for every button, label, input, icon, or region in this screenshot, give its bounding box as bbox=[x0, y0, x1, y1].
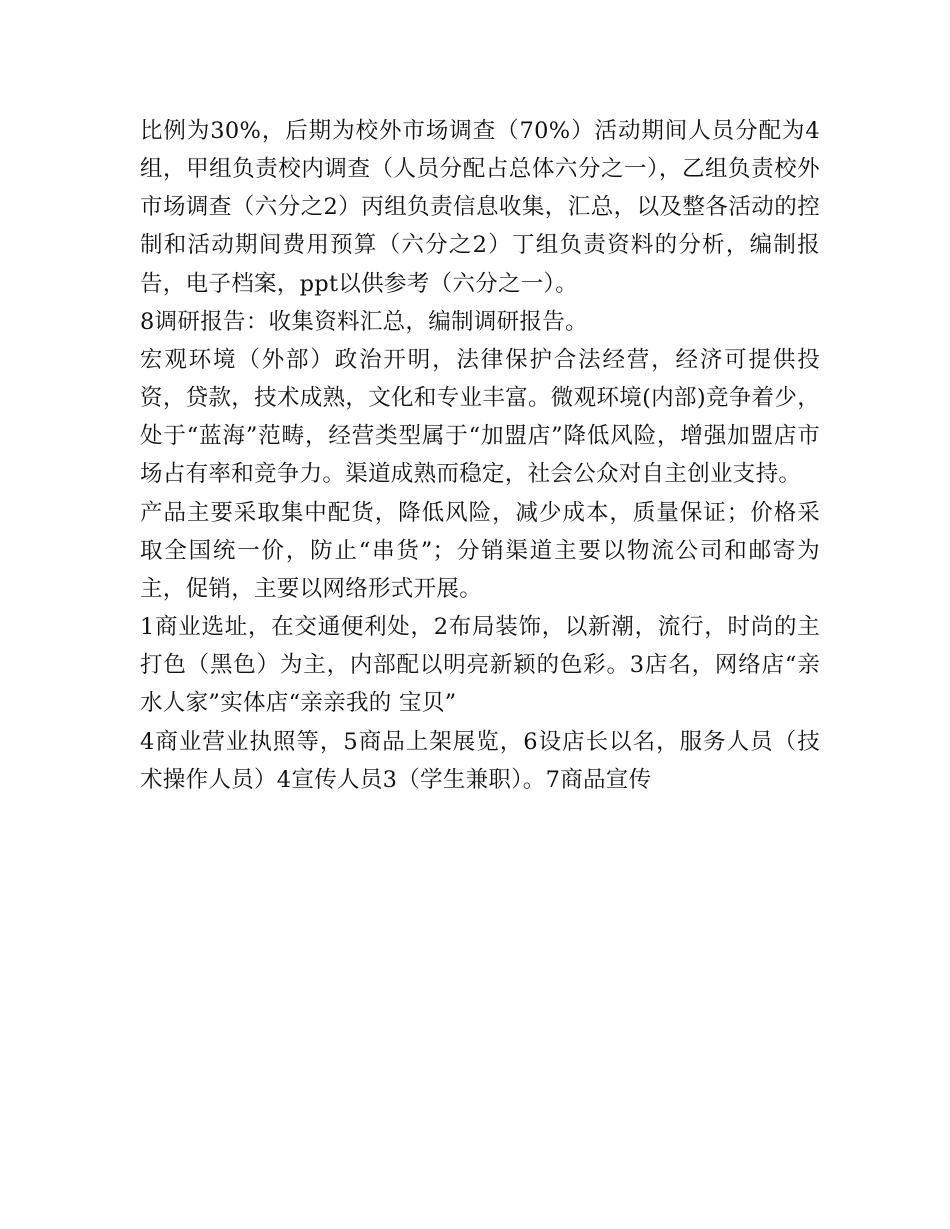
paragraph-research-report: 8调研报告：收集资料汇总，编制调研报告。 bbox=[140, 308, 588, 335]
paragraph-staff-allocation: 比例为30%，后期为校外市场调查（70%）活动期间人员分配为4组，甲组负责校内调查（人员分配占总体六分之一），乙组负责校外市场调查（六分之2）丙组负责信息收集，汇总，以及整各活动的控制和活动期间费用预算（六分之2）丁组负责资料的分析，编制报告，电子档案，ppt以供参考（六分之一）。 bbox=[140, 118, 820, 297]
paragraph-store-setup: 1商业选址，在交通便利处，2布局装饰，以新潮，流行，时尚的主打色（黑色）为主，内部配以明亮新颖的色彩。3店名，网络店“亲水人家”实体店“亲亲我的 宝贝” bbox=[140, 614, 820, 717]
document-body bbox=[140, 112, 820, 799]
paragraph-licensing-staffing: 4商业营业执照等，5商品上架展览，6设店长以名，服务人员（技术操作人员）4宣传人员3（学生兼职）。7商品宣传 bbox=[140, 728, 820, 793]
paragraph-product-pricing-distribution: 产品主要采取集中配货，降低风险，减少成本，质量保证；价格采取全国统一价，防止“串货”；分销渠道主要以物流公司和邮寄为主，促销，主要以网络形式开展。 bbox=[140, 499, 820, 602]
paragraph-environment-analysis: 宏观环境（外部）政治开明，法律保护合法经营，经济可提供投资，贷款，技术成熟，文化和专业丰富。微观环境(内部)竞争着少，处于“蓝海”范畴，经营类型属于“加盟店”降低风险，增强加盟店市场占有率和竞争力。渠道成熟而稳定，社会公众对自主创业支持。 bbox=[140, 346, 820, 488]
